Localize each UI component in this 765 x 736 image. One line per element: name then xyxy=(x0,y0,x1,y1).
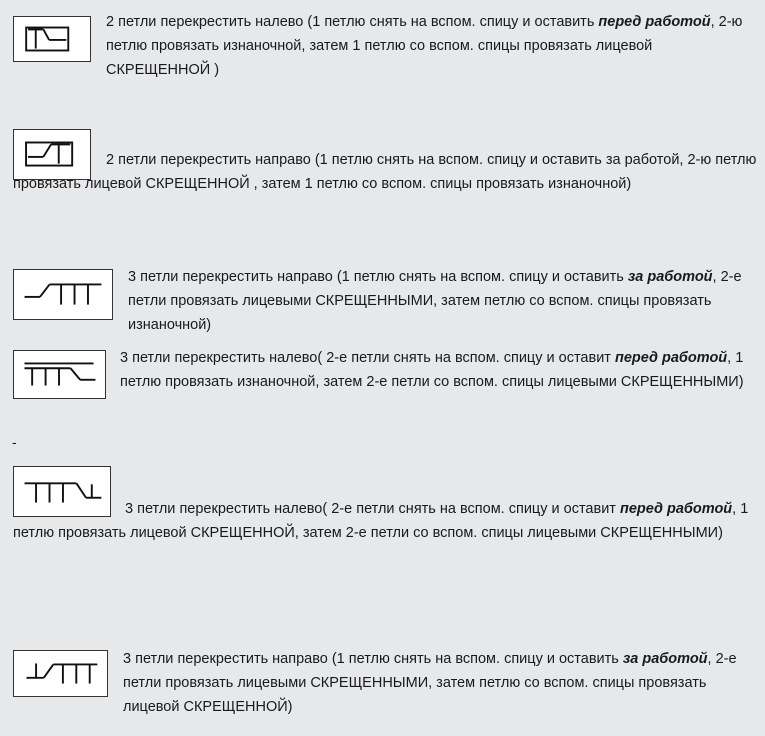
symbol-description: 3 петли перекрестить налево( 2-е петли снять на вспом. спицу и оставит перед работой, 1 петлю провязать изнаночной, затем 2-е петли со вспом. спицы лицевыми СКРЕЩЕННЫМИ) xyxy=(120,350,744,390)
symbol-description: 2 петли перекрестить налево (1 петлю снять на вспом. спицу и оставить перед работой, 2-ю петлю провязать изнаночной, затем 1 петлю со вспом. спицы провязать лицевой СКРЕЩЕННОЙ ) xyxy=(106,14,743,78)
symbol-description: 3 петли перекрестить налево( 2-е петли снять на вспом. спицу и оставит перед работой, 1 петлю провязать лицевой СКРЕЩЕННОЙ, затем 2-е петли со вспом. спицы лицевыми СКРЕЩЕННЫМИ) xyxy=(13,501,749,541)
cross-3-left-purl-icon xyxy=(13,350,106,399)
cross-3-right-purl-icon xyxy=(13,269,113,320)
symbol-description: 3 петли перекрестить направо (1 петлю снять на вспом. спицу и оставить за работой, 2-е петли провязать лицевыми СКРЕЩЕННЫМИ, затем петлю со вспом. спицы провязать лицевой СКРЕЩЕННОЙ) xyxy=(123,651,737,715)
cross-3-right-knit-icon xyxy=(13,650,108,697)
cross-2-left-icon xyxy=(13,16,91,62)
separator-dash: - xyxy=(12,434,17,450)
symbol-description: 3 петли перекрестить направо (1 петлю снять на вспом. спицу и оставить за работой, 2-е петли провязать лицевыми СКРЕЩЕННЫМИ, затем петлю со вспом. спицы провязать изнаночной) xyxy=(128,269,742,333)
symbol-description: 2 петли перекрестить направо (1 петлю снять на вспом. спицу и оставить за работой, 2-ю петлю провязать лицевой СКРЕЩЕННОЙ , затем 1 петлю со вспом. спицы провязать изнаночной) xyxy=(13,152,757,192)
